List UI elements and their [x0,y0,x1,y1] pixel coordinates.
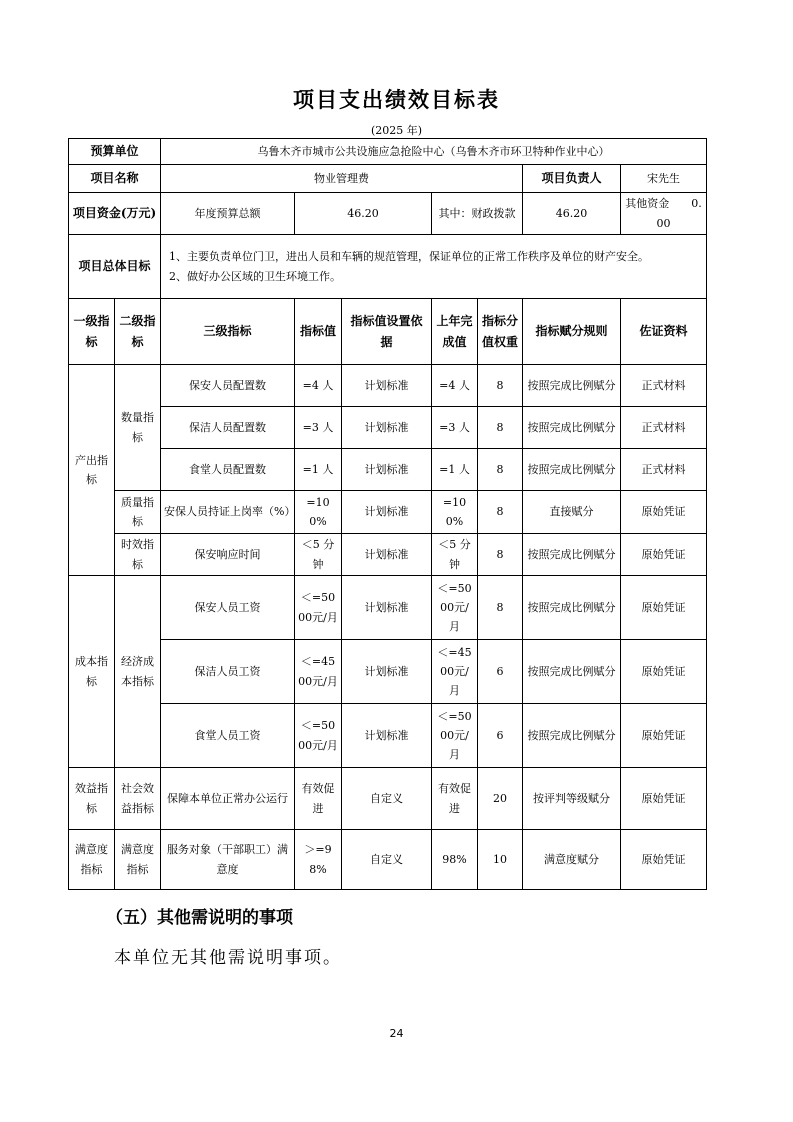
table-row [69,365,707,407]
owner-label: 项目负责人 [523,165,621,193]
row-basis: 自定义 [342,830,432,890]
project-name-row [69,165,707,193]
group-cost: 成本指标 [69,576,115,768]
other-value: 0.00 [656,197,702,230]
other-label: 其他资金 [625,197,670,211]
group-social-benefit: 社会效益指标 [115,768,161,830]
row-basis: 计划标准 [342,365,432,407]
row-rule: 按评判等级赋分 [523,768,621,830]
page-number: 24 [389,1027,404,1040]
row-name: 服务对象（干部职工）满意度 [161,830,295,890]
fiscal-value: 46.20 [523,193,621,235]
row-last: ＜=5000元/月 [432,704,478,768]
row-last: =4 人 [432,365,478,407]
col-last-year: 上年完成值 [432,299,478,365]
group-economic-cost: 经济成本指标 [115,576,161,768]
row-weight: 20 [478,768,523,830]
group-timeliness: 时效指标 [115,534,161,576]
row-name: 保安响应时间 [161,534,295,576]
performance-table [68,138,707,890]
table-row [69,640,707,704]
table-row [69,830,707,890]
row-weight: 8 [478,449,523,491]
row-evidence: 正式材料 [621,449,707,491]
row-value: ＜=5000元/月 [295,576,342,640]
row-basis: 计划标准 [342,449,432,491]
row-value: =4 人 [295,365,342,407]
row-value: 有效促进 [295,768,342,830]
year-label: (2025 年) [370,124,423,137]
unit-value: 乌鲁木齐市城市公共设施应急抢险中心（乌鲁木齐市环卫特种作业中心） [161,139,707,165]
col-level2: 二级指标 [115,299,161,365]
col-basis: 指标值设置依据 [342,299,432,365]
row-evidence: 正式材料 [621,407,707,449]
goal-text [161,235,707,299]
row-last: ＜=4500元/月 [432,640,478,704]
row-basis: 计划标准 [342,407,432,449]
row-name: 保安人员配置数 [161,365,295,407]
row-weight: 6 [478,640,523,704]
row-evidence: 正式材料 [621,365,707,407]
row-value: ＜=5000元/月 [295,704,342,768]
group-satisfaction-2: 满意度指标 [115,830,161,890]
row-basis: 计划标准 [342,534,432,576]
row-name: 保安人员工资 [161,576,295,640]
project-name-label: 项目名称 [69,165,161,193]
page-title: 项目支出绩效目标表 [293,87,500,112]
row-weight: 8 [478,576,523,640]
group-quantity: 数量指标 [115,365,161,491]
table-row [69,491,707,534]
goal-line-1: 1、主要负责单位门卫，进出人员和车辆的规范管理，保证单位的正常工作秩序及单位的财产安全。 [169,250,650,264]
unit-row [69,139,707,165]
annual-budget-label: 年度预算总额 [161,193,295,235]
row-rule: 直接赋分 [523,491,621,534]
table-row [69,407,707,449]
row-value: ＞=98% [295,830,342,890]
section-text: 本单位无其他需说明事项。 [114,948,342,968]
group-benefit: 效益指标 [69,768,115,830]
row-last: ＜=5000元/月 [432,576,478,640]
row-value: ＜5 分钟 [295,534,342,576]
group-quality: 质量指标 [115,491,161,534]
row-evidence: 原始凭证 [621,640,707,704]
fund-label: 项目资金(万元) [69,193,161,235]
table-row [69,768,707,830]
col-evidence: 佐证资料 [621,299,707,365]
row-evidence: 原始凭证 [621,830,707,890]
col-value: 指标值 [295,299,342,365]
goal-line-2: 2、做好办公区域的卫生环境工作。 [169,269,342,283]
row-value: =3 人 [295,407,342,449]
annual-budget-value: 46.20 [295,193,432,235]
row-evidence: 原始凭证 [621,704,707,768]
row-value: =100% [295,491,342,534]
unit-label: 预算单位 [69,139,161,165]
row-rule: 按照完成比例赋分 [523,576,621,640]
table-row [69,534,707,576]
group-output: 产出指标 [69,365,115,576]
row-name: 食堂人员配置数 [161,449,295,491]
col-level3: 三级指标 [161,299,295,365]
col-level1: 一级指标 [69,299,115,365]
table-row [69,576,707,640]
goal-label: 项目总体目标 [69,235,161,299]
project-name-value: 物业管理费 [161,165,523,193]
row-name: 保障本单位正常办公运行 [161,768,295,830]
row-weight: 8 [478,407,523,449]
fund-row [69,193,707,235]
table-row [69,704,707,768]
row-evidence: 原始凭证 [621,534,707,576]
row-last: ＜5 分钟 [432,534,478,576]
row-last: 有效促进 [432,768,478,830]
group-satisfaction: 满意度指标 [69,830,115,890]
row-weight: 10 [478,830,523,890]
row-rule: 按照完成比例赋分 [523,534,621,576]
row-weight: 8 [478,491,523,534]
section-heading: （五）其他需说明的事项 [106,908,293,928]
row-name: 保洁人员配置数 [161,407,295,449]
row-last: =3 人 [432,407,478,449]
row-value: ＜=4500元/月 [295,640,342,704]
owner-value: 宋先生 [621,165,707,193]
col-weight: 指标分值权重 [478,299,523,365]
col-rule: 指标赋分规则 [523,299,621,365]
row-rule: 按照完成比例赋分 [523,640,621,704]
goal-row [69,235,707,299]
row-value: =1 人 [295,449,342,491]
row-basis: 计划标准 [342,640,432,704]
row-basis: 自定义 [342,768,432,830]
other-funds [621,193,707,235]
row-evidence: 原始凭证 [621,576,707,640]
row-evidence: 原始凭证 [621,768,707,830]
row-name: 安保人员持证上岗率（%） [161,491,295,534]
row-rule: 按照完成比例赋分 [523,704,621,768]
row-rule: 按照完成比例赋分 [523,449,621,491]
row-evidence: 原始凭证 [621,491,707,534]
row-basis: 计划标准 [342,491,432,534]
row-last: 98% [432,830,478,890]
row-basis: 计划标准 [342,576,432,640]
row-weight: 6 [478,704,523,768]
row-name: 食堂人员工资 [161,704,295,768]
row-name: 保洁人员工资 [161,640,295,704]
row-basis: 计划标准 [342,704,432,768]
row-weight: 8 [478,534,523,576]
column-header-row [69,299,707,365]
row-rule: 按照完成比例赋分 [523,365,621,407]
row-last: =1 人 [432,449,478,491]
table-row [69,449,707,491]
row-last: =100% [432,491,478,534]
fiscal-label: 其中：财政拨款 [432,193,523,235]
row-rule: 满意度赋分 [523,830,621,890]
row-weight: 8 [478,365,523,407]
row-rule: 按照完成比例赋分 [523,407,621,449]
